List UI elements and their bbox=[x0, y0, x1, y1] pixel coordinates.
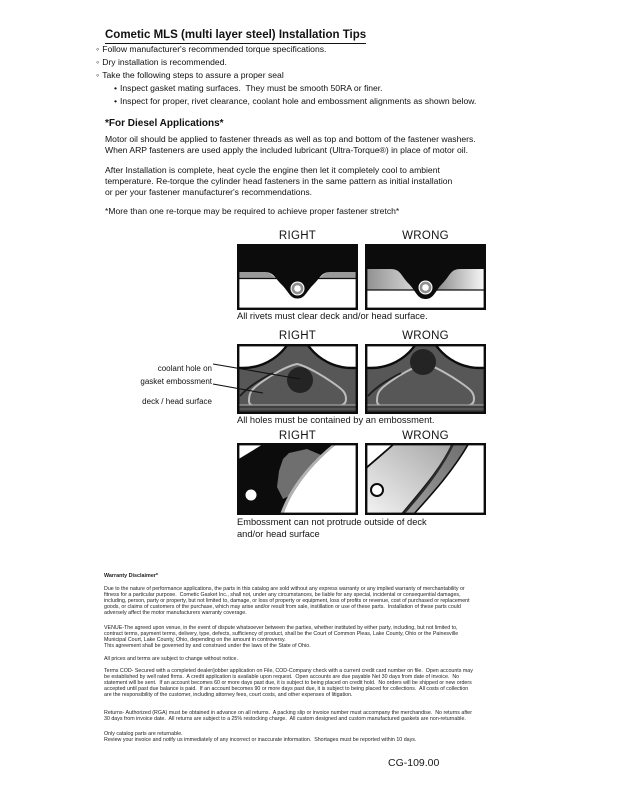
wrong-label: WRONG bbox=[402, 230, 449, 242]
holes-caption: All holes must be contained by an embossment. bbox=[237, 415, 435, 425]
dot-bullet-icon: • bbox=[114, 96, 118, 106]
bullet-text: Take the following steps to assure a proper seal bbox=[102, 70, 284, 80]
rivet-wrong-diagram bbox=[365, 244, 486, 310]
prices-paragraph: All prices and terms are subject to change without notice. bbox=[104, 655, 238, 662]
right-label: RIGHT bbox=[278, 330, 317, 342]
retorque-note: *More than one re-torque may be required to achieve proper fastener stretch* bbox=[105, 206, 400, 216]
list-item bbox=[96, 44, 476, 57]
list-item bbox=[96, 70, 476, 83]
venue-paragraph: VENUE-The agreed upon venue, in the event of dispute whatsoever between the parties, whether instituted by either party, including, but not limited to, contract terms, payment terms, delivery, type, defects, sufficiency of product, shall be the Court of Common Pleas, Lake County, Ohio or the Painesville Municipal Court, Lake County, Ohio, depending on the amount in controversy. This agreement shall be governed by and construed under the laws of the State of Ohio. bbox=[104, 624, 459, 649]
terms-cod-paragraph: Terms COD- Secured with a completed dealer/jobber application on File, COD-Company check with a current credit card number on file. Open accounts may be established by well rated firms. A credit application is available upon request. Open accounts are due payable Net 30 days from date of invoice. No statement will be sent. If an account becomes 60 or more days past due, it is subject to being placed on credit hold. No orders will be shipped or new orders accepted until past due balance is paid. If an account becomes 90 or more days past due, it is subject to being placed for collections. All costs of collection are the responsibility of the customer, including attorney fees, court costs, and other expenses of litigation. bbox=[104, 668, 473, 699]
bullet-text: Follow manufacturer's recommended torque specifications. bbox=[102, 44, 327, 54]
diesel-paragraph-2: After Installation is complete, heat cycle the engine then let it completely cool to ambient temperature. Re-torque the cylinder head fasteners in the same pattern as initial installation or per your fastener manufacturer's recommendations. bbox=[105, 165, 453, 197]
right-label: RIGHT bbox=[278, 230, 317, 242]
returns-paragraph: Returns- Authorized (RGA) must be obtained in advance on all returns. A packing slip or invoice number must accompany the merchandise. No returns after 30 days from invoice date. All returns are subject to a 25% restocking charge. All custom designed and custom manufactured gaskets are non-returnable. bbox=[104, 709, 473, 722]
dot-bullet-icon: • bbox=[114, 83, 118, 93]
circle-bullet-icon: ◦ bbox=[96, 57, 100, 67]
circle-bullet-icon: ◦ bbox=[96, 70, 100, 80]
rivet-caption: All rivets must clear deck and/or head surface. bbox=[237, 311, 428, 321]
wrong-label: WRONG bbox=[402, 330, 449, 342]
circle-bullet-icon: ◦ bbox=[96, 44, 100, 54]
coolant-hole-right-diagram bbox=[237, 344, 358, 414]
coolant-hole-wrong-diagram bbox=[365, 344, 486, 414]
gasket-embossment-annotation: gasket embossment bbox=[140, 377, 212, 386]
page-title: Cometic MLS (multi layer steel) Installation Tips bbox=[105, 29, 366, 44]
warranty-paragraph: Due to the nature of performance applications, the parts in this catalog are sold without any express warranty or any implied warranty of merchantability or fitness for a particular purpose. Cometic Gasket Inc., shall not, under any circumstances, be liable for any special, incidental or consequential damages, including, person, party or property, but not limited to, damage, or loss of property or equipment, loss of profits or revenue, cost of purchased or replacement goods, or claims of customers of the purchase, which may arise and/or result from sale, instillation or use of these parts. Installation of these parts could adversely affect the motor manufacturers warranty coverage. bbox=[104, 585, 470, 616]
bullet-text: Inspect for proper, rivet clearance, coolant hole and embossment alignments as shown below. bbox=[120, 96, 477, 106]
list-item bbox=[114, 96, 476, 109]
wrong-label: WRONG bbox=[402, 430, 449, 442]
diesel-paragraph-1: Motor oil should be applied to fastener threads as well as top and bottom of the fastener washers. When ARP fasteners are used apply the included lubricant (Ultra-Torque®) in place of motor oil. bbox=[105, 134, 476, 155]
installation-tips-list bbox=[96, 44, 476, 109]
warranty-disclaimer-heading: Warranty Disclaimer* bbox=[104, 573, 159, 579]
rivet-right-diagram bbox=[237, 244, 358, 310]
right-label: RIGHT bbox=[278, 430, 317, 442]
closing-paragraph: Only catalog parts are returnable. Review your invoice and notify us immediately of any incorrect or inaccurate information. Shortages must be reported within 10 days. bbox=[104, 731, 417, 744]
diesel-section-heading: *For Diesel Applications* bbox=[105, 118, 224, 129]
bullet-text: Inspect gasket mating surfaces. They must be smooth 50RA or finer. bbox=[120, 83, 383, 93]
page-number: CG-109.00 bbox=[388, 757, 440, 769]
list-item bbox=[114, 83, 476, 96]
embossment-caption: Embossment can not protrude outside of deck and/or head surface bbox=[237, 517, 427, 539]
embossment-right-diagram bbox=[237, 443, 358, 515]
coolant-hole-annotation: coolant hole on deck / head surface bbox=[142, 364, 212, 406]
list-item bbox=[96, 57, 476, 70]
bullet-text: Dry installation is recommended. bbox=[102, 57, 227, 67]
embossment-wrong-diagram bbox=[365, 443, 486, 515]
